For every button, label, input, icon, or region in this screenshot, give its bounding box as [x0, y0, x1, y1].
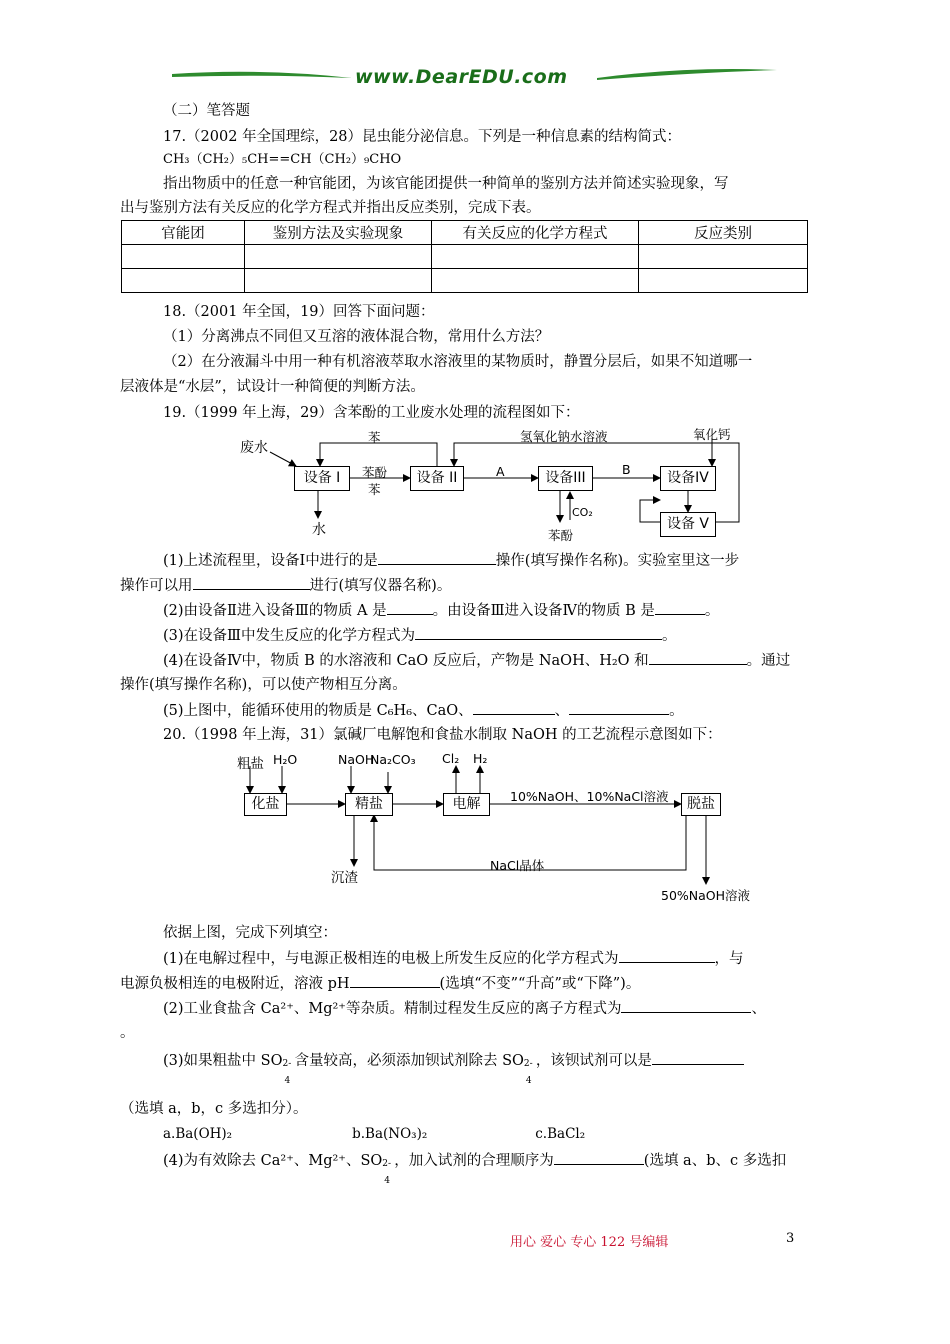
q20-s1b: ，与: [714, 951, 744, 967]
device-2: 设备 II: [410, 466, 464, 491]
q19-s1b: 操作(填写操作名称)。实验室里这一步: [495, 553, 740, 569]
q20-s4: [163, 1150, 787, 1186]
q19-s3b: 。: [662, 628, 677, 644]
q19-s3: [163, 625, 677, 646]
table-cell[interactable]: [122, 245, 245, 269]
label-h2: H₂: [473, 751, 488, 766]
device-5: 设备 V: [660, 512, 716, 537]
label-crude-salt: 粗盐: [237, 756, 264, 772]
label-product: 50%NaOH溶液: [661, 888, 751, 903]
label-A: A: [496, 464, 505, 479]
label-cl2: Cl₂: [442, 751, 460, 766]
step-desalt: 脱盐: [681, 793, 721, 816]
q19-s1d: 进行(填写仪器名称)。: [309, 578, 452, 594]
q19-s4c: 操作(填写操作名称)，可以使产物相互分离。: [120, 677, 407, 693]
table-header-cell: 有关反应的化学方程式: [432, 221, 639, 245]
q20-s2c: 。: [120, 1025, 135, 1041]
q19-s1-cont: [120, 575, 451, 596]
table-header-row: [122, 221, 808, 245]
q20-s2: [163, 998, 766, 1019]
q20-s1: [163, 948, 744, 969]
option-b: b.Ba(NO₃)₂: [352, 1126, 428, 1142]
q19-s5b: 、: [554, 703, 570, 719]
q20-s4c: (选填 a、b、c 多选扣: [643, 1153, 787, 1169]
q17-intro: 17.（2002 年全国理综，28）昆虫能分泌信息。下列是一种信息素的结构简式：: [163, 129, 682, 145]
blank[interactable]: [193, 575, 310, 590]
q19-s5c: 。: [669, 703, 684, 719]
blank[interactable]: [652, 1050, 744, 1065]
label-phenol-1: 苯酚: [362, 465, 388, 480]
arrow-waste: [270, 452, 296, 466]
table-row: [122, 245, 808, 269]
q18-p2a: （2）在分液漏斗中用一种有机溶液萃取水溶液里的某物质时，静置分层后，如果不知道哪一: [163, 354, 753, 370]
step-refine: 精盐: [345, 793, 393, 816]
table-cell[interactable]: [639, 269, 808, 293]
q20-intro: 20.（1998 年上海，31）氯碱厂电解饱和食盐水制取 NaOH 的工艺流程示意图如下：: [163, 727, 722, 743]
subscript: 4: [384, 1176, 391, 1186]
option-a: a.Ba(OH)₂: [163, 1126, 233, 1142]
table-cell[interactable]: [245, 245, 432, 269]
q19-s2b: 。由设备Ⅲ进入设备Ⅳ的物质 B 是: [432, 603, 655, 619]
device-4: 设备IV: [660, 466, 716, 491]
q17-text2: 出与鉴别方法有关反应的化学方程式并指出反应类别，完成下表。: [120, 200, 541, 216]
q20-s1d: (选填“不变”“升高”或“下降”)。: [439, 976, 641, 992]
q20-s1-cont: [120, 973, 640, 994]
label-benzene-top: 苯: [368, 430, 381, 445]
q20-s4b: ，加入试剂的合理顺序为: [394, 1153, 554, 1169]
table-row: [122, 269, 808, 293]
device-3: 设备III: [538, 466, 593, 491]
q19-intro: 19.（1999 年上海，29）含苯酚的工业废水处理的流程图如下：: [163, 405, 580, 421]
blank[interactable]: [387, 600, 433, 615]
page-number: 3: [786, 1231, 795, 1246]
q19-s2c: 。: [704, 603, 720, 619]
table-cell[interactable]: [639, 245, 808, 269]
table-cell[interactable]: [122, 269, 245, 293]
q17-formula: CH₃（CH₂）₅CH==CH（CH₂）₉CHO: [163, 152, 402, 167]
blank[interactable]: [649, 650, 747, 665]
table-cell[interactable]: [432, 245, 639, 269]
blank[interactable]: [473, 700, 555, 715]
q20-s1a: (1)在电解过程中，与电源正极相连的电极上所发生反应的化学方程式为: [163, 951, 619, 967]
q20-s2a: (2)工业食盐含 Ca²⁺、Mg²⁺等杂质。精制过程发生反应的离子方程式为: [163, 1001, 622, 1017]
step-electrolysis: 电解: [443, 793, 490, 816]
label-waste: 废水: [240, 440, 268, 456]
q20-s3a: (3)如果粗盐中 SO: [163, 1053, 283, 1069]
q20-s3: [163, 1050, 744, 1086]
label-cao: 氧化钙: [693, 427, 731, 442]
q19-s1a: (1)上述流程里，设备Ⅰ中进行的是: [163, 553, 378, 569]
blank[interactable]: [621, 998, 751, 1013]
table-cell[interactable]: [432, 269, 639, 293]
label-naoh-in: NaOH: [338, 752, 375, 767]
label-mixture: 10%NaOH、10%NaCl溶液: [510, 789, 669, 804]
subscript: 4: [525, 1076, 532, 1086]
superscript: 2-: [282, 1059, 292, 1069]
device-1: 设备 I: [294, 466, 350, 491]
label-benzene-2: 苯: [368, 482, 381, 497]
q20-s3c: ，该钡试剂可以是: [535, 1053, 652, 1069]
footer-text: 用心 爱心 专心 122 号编辑: [510, 1235, 669, 1250]
blank[interactable]: [569, 700, 669, 715]
blank[interactable]: [350, 973, 440, 988]
label-B: B: [622, 462, 631, 477]
q20-s3b: 含量较高，必须添加钡试剂除去 SO: [294, 1053, 524, 1069]
table-header-cell: 官能团: [122, 221, 245, 245]
blank[interactable]: [554, 1150, 644, 1165]
superscript: 2-: [382, 1159, 392, 1169]
q17-table: [121, 220, 808, 293]
label-naoh: 氢氧化钠水溶液: [520, 429, 608, 444]
option-c: c.BaCl₂: [535, 1126, 586, 1142]
subscript: 4: [284, 1076, 291, 1086]
q19-s3a: (3)在设备Ⅲ中发生反应的化学方程式为: [163, 628, 416, 644]
blank[interactable]: [619, 948, 715, 963]
site-brand[interactable]: www.DearEDU.com: [355, 66, 568, 88]
arrow-dev5-dev4: [640, 500, 660, 522]
q20-lead: 依据上图，完成下列填空：: [163, 925, 337, 941]
q19-s5a: (5)上图中，能循环使用的物质是 C₆H₆、CaO、: [163, 703, 473, 719]
q17-text1: 指出物质中的任意一种官能团，为该官能团提供一种简单的鉴别方法并简述实验现象，写: [163, 176, 729, 192]
table-header-cell: 鉴别方法及实验现象: [245, 221, 432, 245]
q19-s4a: (4)在设备Ⅳ中，物质 B 的水溶液和 CaO 反应后，产物是 NaOH、H₂O 和: [163, 653, 649, 669]
section-title: （二）笔答题: [163, 103, 250, 119]
blank[interactable]: [378, 550, 496, 565]
q19-s4: [163, 650, 790, 671]
label-water: 水: [312, 522, 326, 538]
q18-p1: （1）分离沸点不同但又互溶的液体混合物，常用什么方法？: [163, 329, 550, 345]
label-sediment: 沉渣: [331, 870, 358, 886]
table-header-cell: 反应类别: [639, 221, 808, 245]
step-dissolve: 化盐: [244, 793, 287, 816]
q19-s4b: 。通过: [746, 653, 791, 669]
blank[interactable]: [415, 625, 662, 640]
table-cell[interactable]: [245, 269, 432, 293]
label-crystal: NaCl晶体: [490, 858, 545, 873]
q20-s2b: 、: [751, 1001, 766, 1017]
q19-s2: [163, 600, 719, 621]
q18-intro: 18.（2001 年全国，19）回答下面问题：: [163, 304, 435, 320]
q20-s1c: 电源负极相连的电极附近，溶液 pH: [120, 976, 350, 992]
q19-s5: [163, 700, 684, 721]
q18-p2b: 层液体是“水层”，试设计一种简便的判断方法。: [120, 379, 425, 395]
superscript: 2-: [523, 1059, 533, 1069]
label-phenol: 苯酚: [548, 528, 574, 543]
blank[interactable]: [655, 600, 705, 615]
q20-options: [163, 1124, 585, 1144]
q19-s1c: 操作可以用: [120, 578, 193, 594]
q19-s1: [163, 550, 739, 571]
label-na2co3: Na₂CO₃: [370, 752, 416, 767]
q19-s2a: (2)由设备Ⅱ进入设备Ⅲ的物质 A 是: [163, 603, 387, 619]
q20-s4a: (4)为有效除去 Ca²⁺、Mg²⁺、SO: [163, 1153, 383, 1169]
label-co2: CO₂: [572, 506, 593, 519]
label-h2o: H₂O: [273, 752, 298, 767]
q20-s3d: （选填 a，b，c 多选扣分）。: [120, 1101, 308, 1117]
